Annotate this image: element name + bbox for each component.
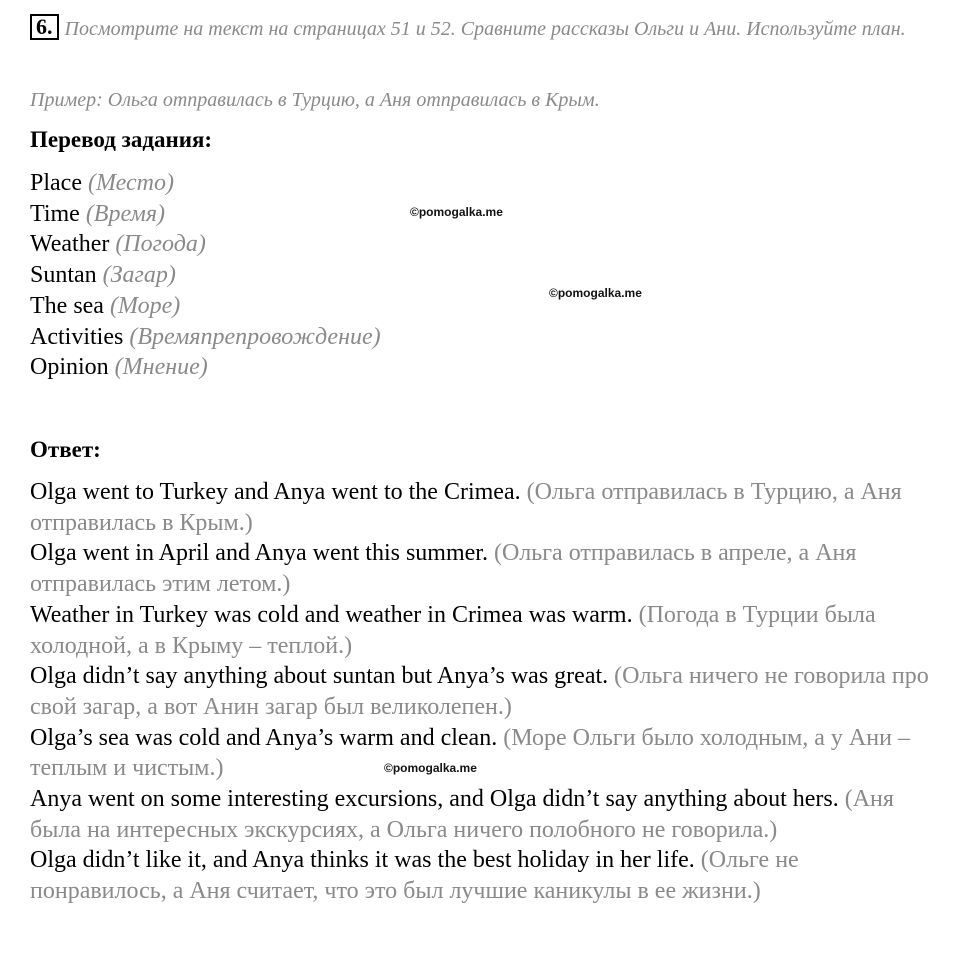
answer-list [30,477,930,907]
answer-item [30,784,930,845]
answer-item-ru: (Море Ольги было холодным, а у Ани – теплым и чистым.) [30,724,910,782]
answer-item-en: Olga’s sea was cold and Anya’s warm and clean. [30,724,498,751]
translation-title: Перевод задания: [30,127,213,152]
task-number: 6. [30,14,59,40]
task-instruction-text: Посмотрите на текст на страницах 51 и 52. Сравните рассказы Ольги и Ани. Используйте план. [64,18,906,40]
plan-item-en: Place [30,170,82,196]
answer-item [30,661,930,722]
plan-item [30,352,381,383]
plan-item-ru: (Погода) [115,231,206,258]
task-instruction [30,14,930,44]
answer-item-en: Olga went in April and Anya went this summer. [30,540,488,567]
plan-item-en: Activities [30,323,124,350]
plan-item [30,291,381,322]
plan-item [30,260,381,291]
watermark: ©pomogalka.me [410,205,503,219]
plan-item [30,199,381,230]
plan-list [30,168,381,383]
answer-item-ru: (Аня была на интересных экскурсиях, а Ольга ничего полобного не говорила.) [30,786,894,843]
watermark: ©pomogalka.me [384,761,477,775]
watermark: ©pomogalka.me [549,286,642,300]
plan-item-ru: (Время) [85,200,165,227]
plan-item [30,168,381,199]
plan-item [30,229,381,260]
answer-item-ru: (Ольга ничего не говорила про свой загар, а вот Анин загар был великолепен.) [30,663,929,720]
answer-title: Ответ: [30,437,101,462]
answer-item-ru: (Ольге не понравилось, а Аня считает, что это был лучшие каникулы в ее жизни.) [30,847,799,905]
answer-item [30,723,930,784]
answer-item-ru: (Погода в Турции была холодной, а в Крыму – теплой.) [30,601,876,659]
answer-item-en: Anya went on some interesting excursions, and Olga didn’t say anything about hers. [30,786,839,813]
plan-item-en: Opinion [30,354,109,381]
plan-item-en: The sea [30,292,104,319]
answer-item-ru: (Ольга отправилась в апреле, а Аня отправилась этим летом.) [30,540,857,598]
answer-item-en: Olga didn’t say anything about suntan but Anya’s was great. [30,663,609,690]
answer-item [30,600,930,661]
plan-item-ru: (Море) [109,292,181,319]
task-example: Пример: Ольга отправилась в Турцию, а Аня отправилась в Крым. [30,89,600,111]
answer-item-ru: (Ольга отправилась в Турцию, а Аня отправилась в Крым.) [30,479,902,536]
answer-item-en: Olga didn’t like it, and Anya thinks it was the best holiday in her life. [30,847,695,874]
answer-item-en: Olga went to Turkey and Anya went to the Crimea. [30,479,521,505]
answer-item [30,538,930,599]
plan-item-ru: (Мнение) [114,354,208,381]
plan-item-ru: (Времяпрепровождение) [129,323,381,350]
plan-item-en: Weather [30,231,110,258]
plan-item [30,322,381,353]
answer-item-en: Weather in Turkey was cold and weather in Crimea was warm. [30,601,633,628]
plan-item-ru: (Место) [87,170,174,196]
plan-item-ru: (Загар) [102,262,176,289]
answer-item [30,845,930,906]
plan-item-en: Suntan [30,262,97,289]
answer-item [30,477,930,538]
plan-item-en: Time [30,200,80,227]
